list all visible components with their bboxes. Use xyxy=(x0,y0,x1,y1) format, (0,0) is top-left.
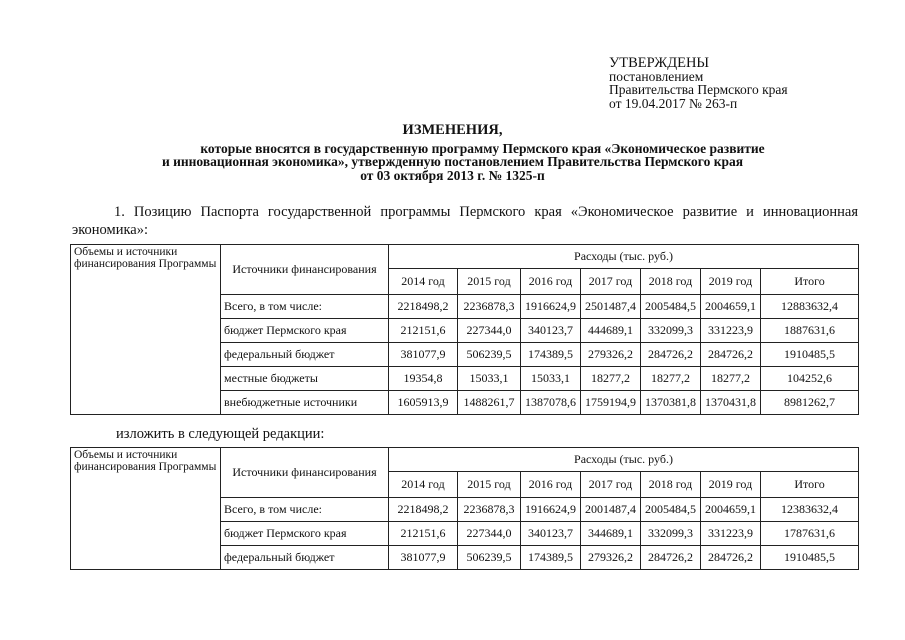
table1-source-label: внебюджетные источники xyxy=(221,391,389,415)
heading-line-2: и инновационная экономика», утвержденную постановлением Правительства Пермского края xyxy=(161,154,744,169)
replace-note: изложить в следующей редакции: xyxy=(116,426,325,442)
approval-line-1: постановлением xyxy=(609,69,704,85)
table-cell: 2236878,3 xyxy=(458,498,521,522)
table2-year: 2017 год xyxy=(581,472,641,498)
table1-year: 2017 год xyxy=(581,269,641,295)
table-cell: 2005484,5 xyxy=(641,498,701,522)
table-cell: 284726,2 xyxy=(641,343,701,367)
table-cell: 331223,9 xyxy=(701,319,761,343)
table-cell: 174389,5 xyxy=(521,546,581,570)
table-cell: 2004659,1 xyxy=(701,295,761,319)
paragraph-text: 1. Позицию Паспорта государственной программы Пермского края «Экономическое развитие и инновационная экономика»: xyxy=(72,204,858,238)
table-cell: 174389,5 xyxy=(521,343,581,367)
table-cell: 18277,2 xyxy=(701,367,761,391)
approval-line-2: Правительства Пермского края xyxy=(609,82,788,98)
table-cell: 506239,5 xyxy=(458,546,521,570)
table1-source-label: местные бюджеты xyxy=(221,367,389,391)
table2-year: 2016 год xyxy=(521,472,581,498)
table-cell: 2218498,2 xyxy=(389,295,458,319)
table-cell: 2236878,3 xyxy=(458,295,521,319)
table-cell: 212151,6 xyxy=(389,522,458,546)
table2-year: 2014 год xyxy=(389,472,458,498)
table-cell: 2218498,2 xyxy=(389,498,458,522)
table-cell: 227344,0 xyxy=(458,522,521,546)
table-cell: 279326,2 xyxy=(581,546,641,570)
table-cell: 1887631,6 xyxy=(761,319,859,343)
table-cell: 340123,7 xyxy=(521,319,581,343)
table1-year: 2016 год xyxy=(521,269,581,295)
table-cell: 332099,3 xyxy=(641,522,701,546)
table2-sources-header: Источники финансирования xyxy=(221,448,389,498)
table-cell: 506239,5 xyxy=(458,343,521,367)
table-cell: 2501487,4 xyxy=(581,295,641,319)
table-cell: 8981262,7 xyxy=(761,391,859,415)
table-cell: 284726,2 xyxy=(701,546,761,570)
table1-expenses-header: Расходы (тыс. руб.) xyxy=(389,245,859,269)
table1-source-label: федеральный бюджет xyxy=(221,343,389,367)
table-cell: 1916624,9 xyxy=(521,295,581,319)
table1-source-label: бюджет Пермского края xyxy=(221,319,389,343)
table1-year: 2018 год xyxy=(641,269,701,295)
table2-program-cell: Объемы и источники финансирования Программы xyxy=(71,448,221,570)
table-cell: 15033,1 xyxy=(521,367,581,391)
document-heading xyxy=(0,124,905,182)
table-cell: 1370431,8 xyxy=(701,391,761,415)
table2-source-label: федеральный бюджет xyxy=(221,546,389,570)
financing-table-new xyxy=(70,447,859,570)
table-cell: 284726,2 xyxy=(701,343,761,367)
table-cell: 12383632,4 xyxy=(761,498,859,522)
table-cell: 444689,1 xyxy=(581,319,641,343)
table-cell: 2004659,1 xyxy=(701,498,761,522)
table-cell: 1910485,5 xyxy=(761,343,859,367)
table-cell: 332099,3 xyxy=(641,319,701,343)
table-cell: 12883632,4 xyxy=(761,295,859,319)
table-cell: 1370381,8 xyxy=(641,391,701,415)
table1-year: 2014 год xyxy=(389,269,458,295)
approval-block xyxy=(609,57,788,110)
table-cell: 18277,2 xyxy=(641,367,701,391)
table1-total-header: Итого xyxy=(761,269,859,295)
table1-sources-header: Источники финансирования xyxy=(221,245,389,295)
table-cell: 340123,7 xyxy=(521,522,581,546)
paragraph-1 xyxy=(72,203,858,239)
table-cell: 344689,1 xyxy=(581,522,641,546)
table-cell: 1488261,7 xyxy=(458,391,521,415)
table2-source-label: Всего, в том числе: xyxy=(221,498,389,522)
table-cell: 1787631,6 xyxy=(761,522,859,546)
table-cell: 331223,9 xyxy=(701,522,761,546)
table-cell: 1916624,9 xyxy=(521,498,581,522)
table-cell: 1759194,9 xyxy=(581,391,641,415)
table-cell: 2001487,4 xyxy=(581,498,641,522)
heading-title: ИЗМЕНЕНИЯ, xyxy=(402,122,503,138)
financing-table-current xyxy=(70,244,859,415)
table-cell: 279326,2 xyxy=(581,343,641,367)
table-cell: 1605913,9 xyxy=(389,391,458,415)
table2-year: 2019 год xyxy=(701,472,761,498)
table-cell: 212151,6 xyxy=(389,319,458,343)
table-cell: 18277,2 xyxy=(581,367,641,391)
table-cell: 284726,2 xyxy=(641,546,701,570)
table2-total-header: Итого xyxy=(761,472,859,498)
approval-line-3: от 19.04.2017 № 263-п xyxy=(609,95,738,111)
table2-source-label: бюджет Пермского края xyxy=(221,522,389,546)
table-cell: 2005484,5 xyxy=(641,295,701,319)
table1-source-label: Всего, в том числе: xyxy=(221,295,389,319)
table2-year: 2015 год xyxy=(458,472,521,498)
table-cell: 1910485,5 xyxy=(761,546,859,570)
table-cell: 1387078,6 xyxy=(521,391,581,415)
table1-year: 2019 год xyxy=(701,269,761,295)
approval-title: УТВЕРЖДЕНЫ xyxy=(609,55,710,71)
table-cell: 227344,0 xyxy=(458,319,521,343)
table-cell: 381077,9 xyxy=(389,546,458,570)
table-cell: 381077,9 xyxy=(389,343,458,367)
table-cell: 19354,8 xyxy=(389,367,458,391)
heading-line-3: от 03 октября 2013 г. № 1325-п xyxy=(360,167,545,183)
table-cell: 15033,1 xyxy=(458,367,521,391)
table2-year: 2018 год xyxy=(641,472,701,498)
table1-program-cell: Объемы и источники финансирования Программы xyxy=(71,245,221,415)
table1-year: 2015 год xyxy=(458,269,521,295)
heading-line-1: которые вносятся в государственную программу Пермского края «Экономическое развитие xyxy=(200,140,765,156)
table-cell: 104252,6 xyxy=(761,367,859,391)
table2-expenses-header: Расходы (тыс. руб.) xyxy=(389,448,859,472)
